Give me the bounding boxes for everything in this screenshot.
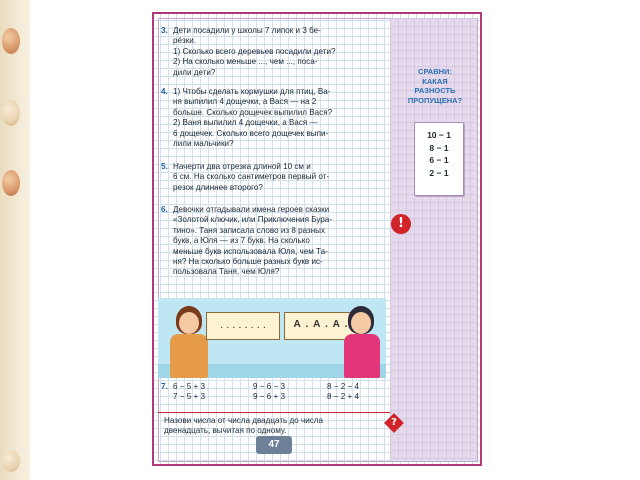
task-number: 5. (161, 162, 168, 171)
task-line: 1) Чтобы сделать кормушки для птиц, Ва- (173, 87, 331, 96)
girl-head (351, 312, 371, 334)
expression: 8 − 1 (429, 142, 449, 153)
decorative-bead (2, 100, 20, 126)
girl-dress (170, 334, 208, 378)
task-line: пользовала Таня, чем Юля? (173, 267, 280, 277)
letters-word-card: А . А . А . (284, 312, 358, 340)
equation: 7 − 5 + 3 (173, 392, 205, 402)
task-line: ня? На сколько больше разных букв ис- (173, 257, 323, 267)
question-mark-icon: ? (391, 417, 397, 428)
compare-line: КАКАЯ (422, 76, 448, 86)
task-line: букв, а Юля — из 7 букв. На сколько (173, 236, 310, 246)
task-line: «Золотой ключик, или Приключения Бура- (173, 215, 332, 225)
task-line: 1) Сколько всего деревьев посадили дети? (173, 46, 336, 56)
compare-line: СРАВНИ: (418, 67, 452, 76)
expression: 6 − 1 (429, 155, 449, 165)
task-line: дили дети? (173, 67, 216, 77)
task-line: Дети посадили у школы 7 липок и 3 бе- (173, 26, 321, 35)
task-line: меньше букв использовала Юля, чем Та- (173, 246, 328, 256)
task-line: 6 дощечек. Сколько всего дощечек выпи- (173, 128, 329, 138)
exclamation-icon: ! (391, 214, 411, 234)
task-number: 6. (161, 205, 168, 214)
task-number: 7. (161, 382, 168, 391)
task-line: 6 см. На сколько сантиметров первый от- (173, 172, 330, 182)
task-number: 3. (161, 26, 168, 35)
equation-column (173, 382, 205, 403)
dotted-word-card: . . . . . . . . (206, 312, 280, 340)
task-line: тино». Таня записала слово из 8 разных (173, 225, 326, 235)
compare-line: ПРОПУЩЕНА? (407, 95, 463, 105)
task-line: ня выпилил 4 дощечки, а Вася — на 2 (173, 97, 317, 107)
girl-right-figure (340, 306, 384, 378)
expression: 10 − 1 (427, 130, 451, 140)
task-line: Девочки отгадывали имена героев сказки (173, 205, 330, 214)
equation-column (253, 382, 285, 403)
task-line: рёзки. (173, 36, 197, 46)
equation: 6 − 5 + 3 (173, 382, 205, 391)
decorative-strip (0, 0, 30, 480)
task-line: Назови числа от числа двадцать до числа (164, 416, 324, 425)
bonus-task (164, 416, 392, 437)
task-5 (161, 162, 387, 193)
decorative-bead (2, 450, 20, 472)
illustration (158, 298, 386, 378)
section-divider (158, 412, 390, 413)
textbook-page (152, 12, 482, 466)
task-line: Начерти два отрезка длиной 10 см и (173, 162, 311, 171)
decorative-bead (2, 170, 20, 196)
task-line: резок длиннее второго? (173, 182, 263, 192)
girl-dress (344, 334, 380, 378)
girl-head (179, 312, 199, 334)
expression: 2 − 1 (429, 167, 449, 178)
task-line: лили мальчики? (173, 139, 234, 149)
task-line: 2) Ваня выпилил 4 дощечки, а Вася — (173, 118, 318, 128)
equation: 9 − 6 + 3 (253, 392, 285, 402)
girl-left-figure (164, 306, 212, 378)
equation-column (327, 382, 359, 403)
task-3 (161, 26, 387, 78)
compare-heading (398, 67, 472, 105)
equation: 8 − 2 + 4 (327, 392, 359, 402)
equation: 9 − 6 − 3 (253, 382, 285, 391)
task-6 (161, 205, 387, 278)
equation: 8 − 2 − 4 (327, 382, 359, 391)
task-line: больше. Сколько дощечек выпилил Вася? (173, 107, 333, 117)
compare-line: РАЗНОСТЬ (414, 86, 456, 95)
decorative-bead (2, 28, 20, 54)
task-line: 2) На сколько меньше ..., чем ..., поса- (173, 57, 318, 67)
expression-card (414, 122, 464, 196)
task-4 (161, 87, 387, 149)
task-line: двенадцать, вычитая по одному. (164, 426, 287, 436)
page-number: 47 (256, 436, 292, 454)
task-number: 4. (161, 87, 168, 96)
